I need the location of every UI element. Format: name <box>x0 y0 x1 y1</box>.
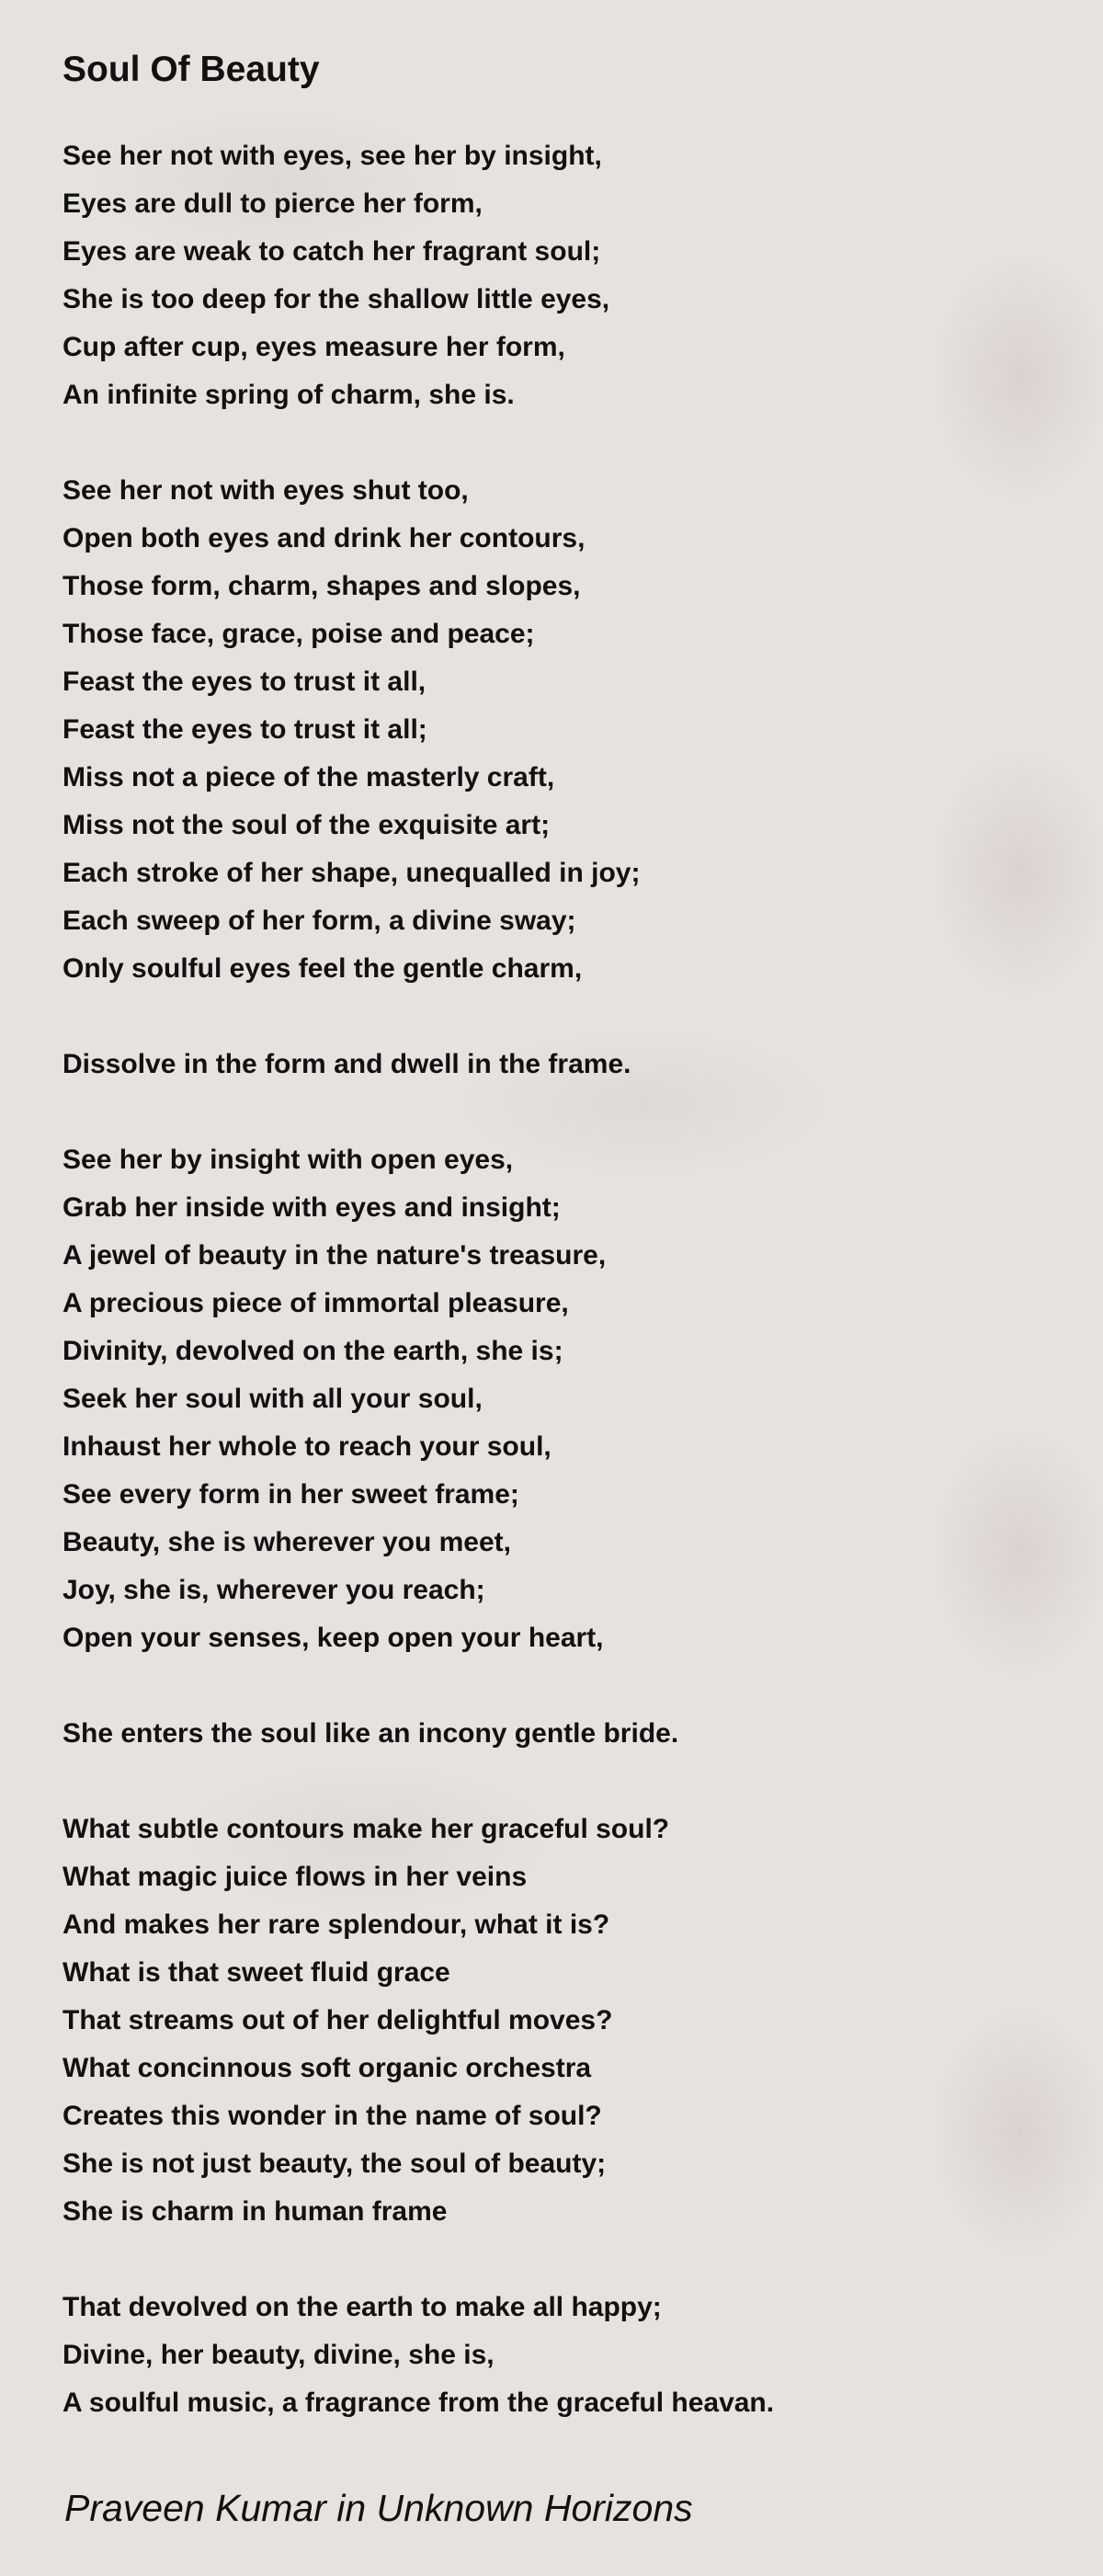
poem-line: What subtle contours make her graceful soul? <box>63 1814 670 1844</box>
poem-line: Creates this wonder in the name of soul? <box>63 2101 602 2131</box>
poem-line: That devolved on the earth to make all happy; <box>63 2292 662 2322</box>
poem-line: See every form in her sweet frame; <box>63 1479 519 1510</box>
poem-line: A precious piece of immortal pleasure, <box>63 1288 569 1318</box>
poem-attribution: Praveen Kumar in Unknown Horizons <box>64 2487 693 2529</box>
poem-line: See her not with eyes, see her by insight, <box>63 141 602 171</box>
poem-title: Soul Of Beauty <box>63 50 320 89</box>
poem-line: Joy, she is, wherever you reach; <box>63 1575 485 1605</box>
poem-line: Inhaust her whole to reach your soul, <box>63 1431 552 1462</box>
poem-line: Feast the eyes to trust it all, <box>63 667 426 697</box>
poem-line: Feast the eyes to trust it all; <box>63 714 427 745</box>
poem-line: Open your senses, keep open your heart, <box>63 1623 604 1653</box>
poem-line: Open both eyes and drink her contours, <box>63 523 586 553</box>
poem-line: Divine, her beauty, divine, she is, <box>63 2340 495 2370</box>
stanza <box>63 2284 1055 2427</box>
poem-line: Those face, grace, poise and peace; <box>63 619 535 649</box>
poem-line: Those form, charm, shapes and slopes, <box>63 571 581 601</box>
poem-line: A soulful music, a fragrance from the graceful heavan. <box>63 2388 775 2418</box>
poem-line: Cup after cup, eyes measure her form, <box>63 332 565 362</box>
stanza <box>63 1041 1055 1089</box>
poem-line: Miss not a piece of the masterly craft, <box>63 762 555 792</box>
poem-line: She is too deep for the shallow little eyes, <box>63 284 610 314</box>
poem-line: She enters the soul like an incony gentle bride. <box>63 1718 679 1749</box>
poem-line: Eyes are weak to catch her fragrant soul; <box>63 236 601 267</box>
stanza <box>63 1136 1055 1662</box>
poem-line: See her by insight with open eyes, <box>63 1145 514 1175</box>
stanza <box>63 1806 1055 2236</box>
poem-line: She is charm in human frame <box>63 2196 448 2227</box>
poem-line: What magic juice flows in her veins <box>63 1862 528 1892</box>
poem-line: A jewel of beauty in the nature's treasure, <box>63 1240 607 1271</box>
poem-line: Grab her inside with eyes and insight; <box>63 1192 561 1223</box>
poem-line: An infinite spring of charm, she is. <box>63 380 515 410</box>
poem-line: Only soulful eyes feel the gentle charm, <box>63 953 583 984</box>
poem-line: What concinnous soft organic orchestra <box>63 2053 592 2083</box>
poem-container <box>63 44 1055 2427</box>
poem-line: Each sweep of her form, a divine sway; <box>63 906 576 936</box>
poem-line: What is that sweet fluid grace <box>63 1957 450 1988</box>
poem-line: See her not with eyes shut too, <box>63 475 469 506</box>
poem-line: Seek her soul with all your soul, <box>63 1384 483 1414</box>
poem-line: Eyes are dull to pierce her form, <box>63 188 483 219</box>
poem-line: Divinity, devolved on the earth, she is; <box>63 1336 563 1366</box>
poem-line: Miss not the soul of the exquisite art; <box>63 810 551 840</box>
poem-line: Each stroke of her shape, unequalled in joy; <box>63 858 641 888</box>
stanza <box>63 132 1055 419</box>
stanza <box>63 467 1055 993</box>
poem-line: That streams out of her delightful moves? <box>63 2005 613 2035</box>
poem-line: Beauty, she is wherever you meet, <box>63 1527 511 1557</box>
poem-line: She is not just beauty, the soul of beauty; <box>63 2149 607 2179</box>
poem-line: And makes her rare splendour, what it is? <box>63 1909 610 1940</box>
poem-line: Dissolve in the form and dwell in the frame. <box>63 1049 631 1079</box>
stanza <box>63 1710 1055 1758</box>
